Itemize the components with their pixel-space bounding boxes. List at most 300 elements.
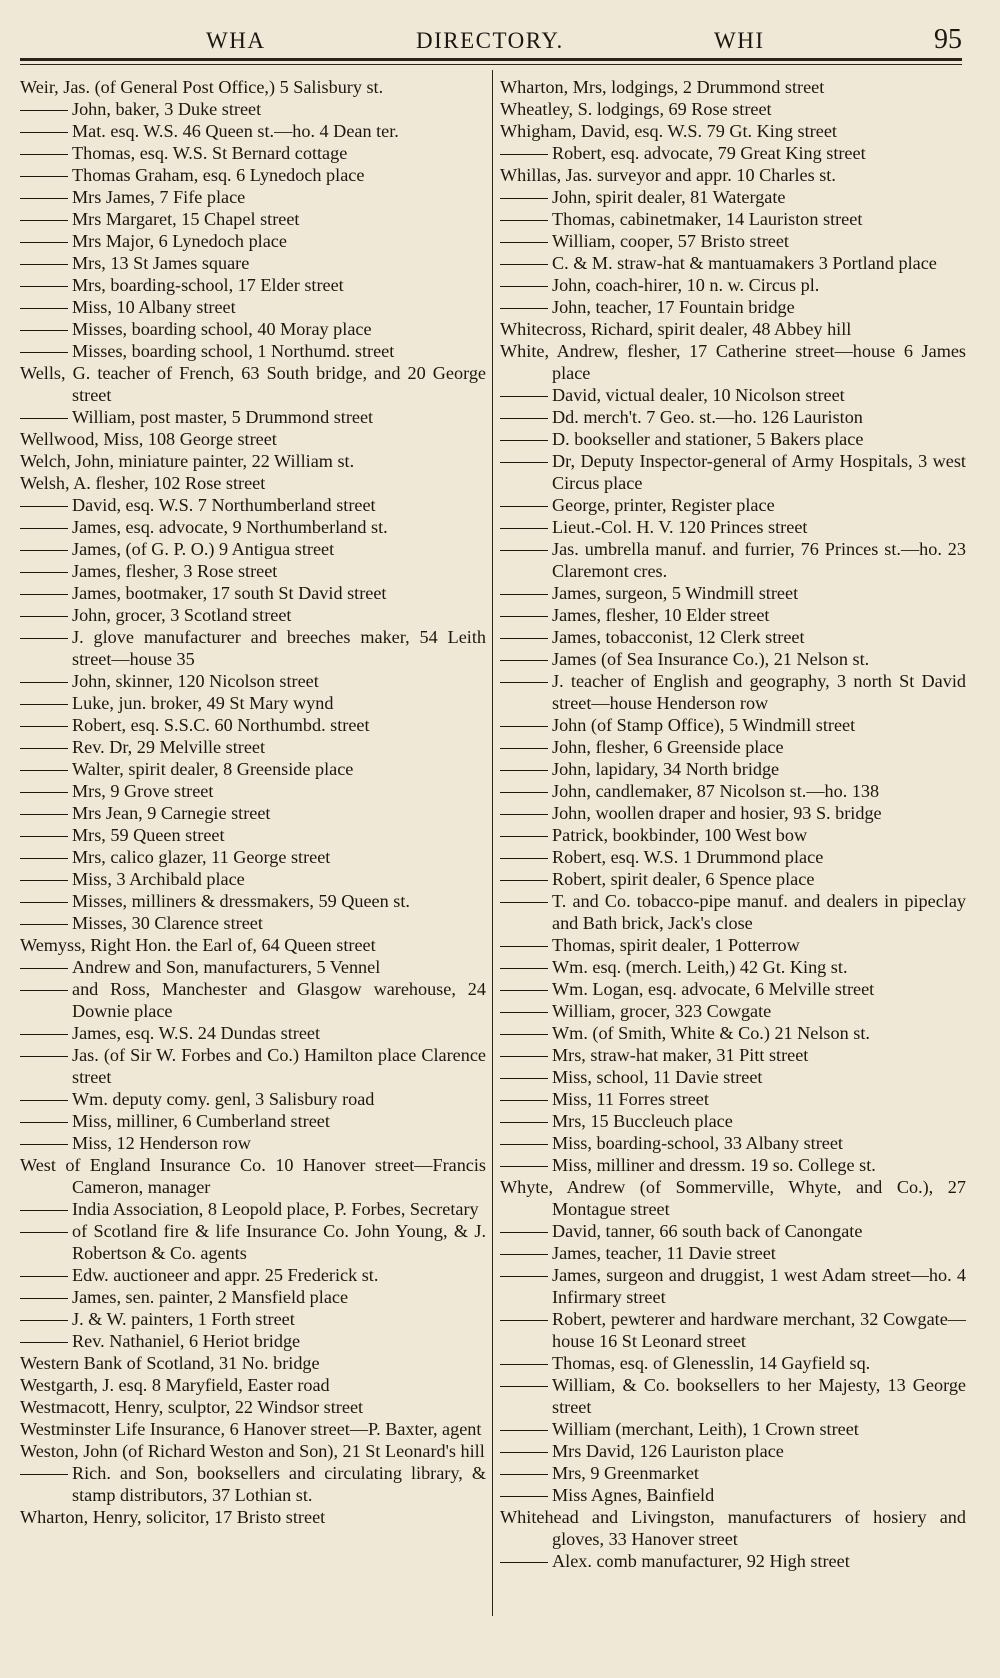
entry-text: Westgarth, J. esq. 8 Maryfield, Easter road (20, 1375, 330, 1395)
entry-text: White, Andrew, flesher, 17 Catherine street—house 6 James place (500, 341, 966, 383)
directory-sub-entry (500, 626, 966, 648)
ditto-dash (500, 814, 548, 815)
directory-sub-entry (20, 186, 486, 208)
ditto-dash (500, 154, 548, 155)
ditto-dash (20, 770, 68, 771)
entry-text: Misses, milliners & dressmakers, 59 Queen st. (72, 891, 410, 911)
directory-sub-entry (500, 846, 966, 868)
ditto-dash (500, 1100, 548, 1101)
ditto-dash (20, 1320, 68, 1321)
entry-text: Wm. Logan, esq. advocate, 6 Melville street (552, 979, 875, 999)
header-rule-thin (20, 64, 962, 65)
ditto-dash (20, 506, 68, 507)
entry-text: Wellwood, Miss, 108 George street (20, 429, 277, 449)
entry-text: Patrick, bookbinder, 100 West bow (552, 825, 808, 845)
directory-sub-entry (500, 406, 966, 428)
entry-text: Mrs James, 7 Fife place (72, 187, 246, 207)
directory-sub-entry (20, 164, 486, 186)
ditto-dash (500, 946, 548, 947)
directory-sub-entry (500, 384, 966, 406)
directory-sub-entry (20, 516, 486, 538)
entry-text: John (of Stamp Office), 5 Windmill street (552, 715, 856, 735)
directory-entry (20, 1440, 486, 1462)
entry-text: Wm. esq. (merch. Leith,) 42 Gt. King st. (552, 957, 848, 977)
ditto-dash (20, 1474, 68, 1475)
column-divider (492, 70, 493, 1616)
directory-sub-entry (20, 626, 486, 670)
directory-entry (20, 1418, 486, 1440)
ditto-dash (500, 198, 548, 199)
directory-sub-entry (500, 890, 966, 934)
ditto-dash (20, 792, 68, 793)
ditto-dash (20, 616, 68, 617)
header-left-guideword: WHA (206, 28, 266, 53)
entry-text: Western Bank of Scotland, 31 No. bridge (20, 1353, 320, 1373)
ditto-dash (20, 286, 68, 287)
ditto-dash (500, 1232, 548, 1233)
directory-sub-entry (20, 142, 486, 164)
directory-sub-entry (20, 846, 486, 868)
ditto-dash (500, 1056, 548, 1057)
directory-sub-entry (500, 1550, 966, 1572)
entry-text: William, & Co. booksellers to her Majesty, 13 George street (552, 1375, 966, 1417)
entry-text: Mrs, 59 Queen street (72, 825, 225, 845)
directory-sub-entry (20, 1330, 486, 1352)
directory-sub-entry (20, 758, 486, 780)
directory-sub-entry (500, 956, 966, 978)
directory-sub-entry (500, 186, 966, 208)
header-title: DIRECTORY. (416, 28, 564, 53)
directory-sub-entry (20, 538, 486, 560)
entry-text: Jas. (of Sir W. Forbes and Co.) Hamilton place Clarence street (72, 1045, 486, 1087)
directory-sub-entry (500, 582, 966, 604)
entry-text: Wells, G. teacher of French, 63 South bridge, and 20 George street (20, 363, 486, 405)
ditto-dash (500, 528, 548, 529)
directory-sub-entry (500, 1418, 966, 1440)
entry-text: Jas. umbrella manuf. and furrier, 76 Princes st.—ho. 23 Claremont cres. (552, 539, 966, 581)
directory-sub-entry (20, 120, 486, 142)
directory-entry (20, 76, 486, 98)
directory-sub-entry (20, 978, 486, 1022)
entry-text: Mrs Major, 6 Lynedoch place (72, 231, 287, 251)
ditto-dash (20, 1144, 68, 1145)
directory-sub-entry (20, 208, 486, 230)
directory-sub-entry (20, 868, 486, 890)
directory-sub-entry (20, 1286, 486, 1308)
entry-text: Walter, spirit dealer, 8 Greenside place (72, 759, 354, 779)
ditto-dash (20, 1276, 68, 1277)
entry-text: Miss, school, 11 Davie street (552, 1067, 763, 1087)
entry-text: Luke, jun. broker, 49 St Mary wynd (72, 693, 334, 713)
entry-text: Thomas, spirit dealer, 1 Potterrow (552, 935, 800, 955)
entry-text: Whigham, David, esq. W.S. 79 Gt. King street (500, 121, 837, 141)
entry-text: Misses, boarding school, 1 Northumd. street (72, 341, 395, 361)
entry-text: John, flesher, 6 Greenside place (552, 737, 784, 757)
ditto-dash (20, 748, 68, 749)
directory-sub-entry (500, 1110, 966, 1132)
directory-sub-entry (20, 1044, 486, 1088)
directory-sub-entry (500, 274, 966, 296)
entry-text: Misses, 30 Clarence street (72, 913, 263, 933)
directory-sub-entry (500, 1264, 966, 1308)
ditto-dash (500, 858, 548, 859)
directory-sub-entry (500, 648, 966, 670)
entry-text: Weston, John (of Richard Weston and Son), 21 St Leonard's hill (20, 1441, 485, 1461)
ditto-dash (500, 968, 548, 969)
ditto-dash (20, 550, 68, 551)
entry-text: Miss, milliner, 6 Cumberland street (72, 1111, 330, 1131)
directory-sub-entry (20, 1088, 486, 1110)
directory-entry (500, 1506, 966, 1550)
directory-sub-entry (500, 1308, 966, 1352)
ditto-dash (20, 682, 68, 683)
entry-text: Miss, 10 Albany street (72, 297, 236, 317)
directory-sub-entry (20, 1198, 486, 1220)
entry-text: J. & W. painters, 1 Forth street (72, 1309, 295, 1329)
ditto-dash (20, 704, 68, 705)
ditto-dash (20, 352, 68, 353)
directory-sub-entry (20, 714, 486, 736)
directory-sub-entry (20, 274, 486, 296)
ditto-dash (500, 1166, 548, 1167)
entry-text: Andrew and Son, manufacturers, 5 Vennel (72, 957, 381, 977)
entry-text: and Ross, Manchester and Glasgow warehouse, 24 Downie place (72, 979, 486, 1021)
entry-text: J. glove manufacturer and breeches maker, 54 Leith street—house 35 (72, 627, 486, 669)
entry-text: Miss Agnes, Bainfield (552, 1485, 715, 1505)
ditto-dash (500, 594, 548, 595)
directory-sub-entry (20, 560, 486, 582)
directory-sub-entry (500, 824, 966, 846)
directory-sub-entry (20, 1220, 486, 1264)
directory-sub-entry (20, 912, 486, 934)
directory-sub-entry (500, 780, 966, 802)
directory-entry (20, 1154, 486, 1198)
directory-sub-entry (500, 252, 966, 274)
directory-sub-entry (500, 934, 966, 956)
entry-text: Wheatley, S. lodgings, 69 Rose street (500, 99, 772, 119)
entry-text: Lieut.-Col. H. V. 120 Princes street (552, 517, 808, 537)
entry-text: James, surgeon and druggist, 1 west Adam street—ho. 4 Infirmary street (552, 1265, 966, 1307)
ditto-dash (500, 616, 548, 617)
entry-text: Whitehead and Livingston, manufacturers of hosiery and gloves, 33 Hanover street (500, 1507, 966, 1549)
directory-entry (500, 76, 966, 98)
ditto-dash (500, 1496, 548, 1497)
directory-entry (20, 428, 486, 450)
directory-sub-entry (20, 890, 486, 912)
ditto-dash (20, 880, 68, 881)
entry-text: Wemyss, Right Hon. the Earl of, 64 Queen street (20, 935, 376, 955)
ditto-dash (500, 1276, 548, 1277)
entry-text: Weir, Jas. (of General Post Office,) 5 Salisbury st. (20, 77, 384, 97)
entry-text: T. and Co. tobacco-pipe manuf. and dealers in pipeclay and Bath brick, Jack's close (552, 891, 966, 933)
right-column (500, 76, 966, 1572)
entry-text: Alex. comb manufacturer, 92 High street (552, 1551, 850, 1571)
entry-text: Robert, pewterer and hardware merchant, 32 Cowgate—house 16 St Leonard street (552, 1309, 966, 1351)
ditto-dash (500, 1430, 548, 1431)
ditto-dash (20, 594, 68, 595)
directory-sub-entry (500, 802, 966, 824)
entry-text: Robert, esq. S.S.C. 60 Northumbd. street (72, 715, 370, 735)
directory-entry (20, 1396, 486, 1418)
directory-sub-entry (500, 450, 966, 494)
ditto-dash (20, 990, 68, 991)
ditto-dash (500, 660, 548, 661)
entry-text: Miss, 12 Henderson row (72, 1133, 251, 1153)
ditto-dash (500, 682, 548, 683)
directory-sub-entry (20, 296, 486, 318)
ditto-dash (20, 242, 68, 243)
entry-text: Whitecross, Richard, spirit dealer, 48 Abbey hill (500, 319, 852, 339)
ditto-dash (500, 748, 548, 749)
entry-text: James, flesher, 3 Rose street (72, 561, 278, 581)
entry-text: James, bootmaker, 17 south St David street (72, 583, 387, 603)
entry-text: William, cooper, 57 Bristo street (552, 231, 789, 251)
directory-sub-entry (500, 1242, 966, 1264)
directory-sub-entry (500, 1440, 966, 1462)
entry-text: David, tanner, 66 south back of Canongate (552, 1221, 863, 1241)
entry-text: James, esq. W.S. 24 Dundas street (72, 1023, 321, 1043)
ditto-dash (20, 220, 68, 221)
directory-sub-entry (500, 758, 966, 780)
directory-sub-entry (20, 780, 486, 802)
page-number: 95 (934, 24, 962, 55)
ditto-dash (500, 1562, 548, 1563)
ditto-dash (500, 1122, 548, 1123)
entry-text: Mrs, straw-hat maker, 31 Pitt street (552, 1045, 809, 1065)
entry-text: Rev. Dr, 29 Melville street (72, 737, 266, 757)
ditto-dash (20, 814, 68, 815)
ditto-dash (20, 308, 68, 309)
entry-text: William, post master, 5 Drummond street (72, 407, 374, 427)
ditto-dash (500, 1452, 548, 1453)
entry-text: Dr, Deputy Inspector-general of Army Hospitals, 3 west Circus place (552, 451, 966, 493)
entry-text: Miss, 11 Forres street (552, 1089, 709, 1109)
entry-text: William, grocer, 323 Cowgate (552, 1001, 772, 1021)
ditto-dash (20, 638, 68, 639)
entry-text: Edw. auctioneer and appr. 25 Frederick st. (72, 1265, 379, 1285)
ditto-dash (20, 726, 68, 727)
directory-sub-entry (500, 1220, 966, 1242)
directory-sub-entry (500, 736, 966, 758)
entry-text: J. teacher of English and geography, 3 north St David street—house Henderson row (552, 671, 966, 713)
directory-entry (20, 934, 486, 956)
directory-entry (20, 1352, 486, 1374)
entry-text: John, woollen draper and hosier, 93 S. bridge (552, 803, 882, 823)
entry-text: Rich. and Son, booksellers and circulating library, & stamp distributors, 37 Lothian st. (72, 1463, 486, 1505)
ditto-dash (20, 572, 68, 573)
directory-sub-entry (20, 1462, 486, 1506)
entry-text: Wm. (of Smith, White & Co.) 21 Nelson st. (552, 1023, 870, 1043)
entry-text: Robert, esq. advocate, 79 Great King street (552, 143, 866, 163)
ditto-dash (20, 1298, 68, 1299)
ditto-dash (20, 154, 68, 155)
directory-entry (500, 98, 966, 120)
directory-sub-entry (500, 1132, 966, 1154)
directory-sub-entry (20, 604, 486, 626)
entry-text: David, victual dealer, 10 Nicolson street (552, 385, 845, 405)
running-header (20, 24, 962, 60)
directory-sub-entry (20, 1132, 486, 1154)
directory-entry (500, 318, 966, 340)
ditto-dash (500, 1034, 548, 1035)
entry-text: John, coach-hirer, 10 n. w. Circus pl. (552, 275, 820, 295)
entry-text: John, skinner, 120 Nicolson street (72, 671, 319, 691)
entry-text: Thomas, esq. of Glenesslin, 14 Gayfield sq. (552, 1353, 871, 1373)
entry-text: David, esq. W.S. 7 Northumberland street (72, 495, 376, 515)
entry-text: James, teacher, 11 Davie street (552, 1243, 776, 1263)
ditto-dash (20, 1342, 68, 1343)
directory-entry (500, 120, 966, 142)
ditto-dash (20, 1056, 68, 1057)
directory-sub-entry (500, 142, 966, 164)
ditto-dash (500, 1254, 548, 1255)
entry-text: Westminster Life Insurance, 6 Hanover street—P. Baxter, agent (20, 1419, 482, 1439)
ditto-dash (500, 242, 548, 243)
ditto-dash (500, 550, 548, 551)
directory-sub-entry (20, 494, 486, 516)
ditto-dash (20, 968, 68, 969)
directory-entry (500, 164, 966, 186)
directory-entry (20, 362, 486, 406)
ditto-dash (20, 924, 68, 925)
entry-text: Misses, boarding school, 40 Moray place (72, 319, 372, 339)
directory-sub-entry (500, 1088, 966, 1110)
ditto-dash (20, 528, 68, 529)
ditto-dash (500, 770, 548, 771)
directory-sub-entry (500, 1352, 966, 1374)
ditto-dash (500, 220, 548, 221)
directory-sub-entry (20, 802, 486, 824)
entry-text: Whillas, Jas. surveyor and appr. 10 Charles st. (500, 165, 836, 185)
entry-text: Mrs Margaret, 15 Chapel street (72, 209, 300, 229)
directory-sub-entry (20, 670, 486, 692)
directory-sub-entry (500, 1484, 966, 1506)
directory-sub-entry (500, 1374, 966, 1418)
directory-sub-entry (500, 1066, 966, 1088)
ditto-dash (500, 1364, 548, 1365)
entry-text: George, printer, Register place (552, 495, 775, 515)
ditto-dash (500, 440, 548, 441)
directory-entry (20, 1506, 486, 1528)
ditto-dash (20, 132, 68, 133)
ditto-dash (500, 1474, 548, 1475)
directory-sub-entry (500, 714, 966, 736)
entry-text: Mat. esq. W.S. 46 Queen st.—ho. 4 Dean ter. (72, 121, 399, 141)
directory-sub-entry (20, 582, 486, 604)
ditto-dash (500, 1012, 548, 1013)
directory-entry (500, 1176, 966, 1220)
ditto-dash (500, 1144, 548, 1145)
ditto-dash (20, 198, 68, 199)
directory-sub-entry (20, 1022, 486, 1044)
entry-text: Mrs, boarding-school, 17 Elder street (72, 275, 344, 295)
ditto-dash (500, 638, 548, 639)
directory-sub-entry (20, 318, 486, 340)
directory-sub-entry (20, 1110, 486, 1132)
entry-text: Mrs, 9 Grove street (72, 781, 214, 801)
ditto-dash (500, 1320, 548, 1321)
directory-sub-entry (500, 230, 966, 252)
entry-text: John, candlemaker, 87 Nicolson st.—ho. 138 (552, 781, 880, 801)
entry-text: Miss, boarding-school, 33 Albany street (552, 1133, 843, 1153)
entry-text: Wm. deputy comy. genl, 3 Salisbury road (72, 1089, 375, 1109)
directory-sub-entry (500, 978, 966, 1000)
directory-sub-entry (500, 1044, 966, 1066)
directory-sub-entry (500, 516, 966, 538)
ditto-dash (500, 264, 548, 265)
entry-text: John, grocer, 3 Scotland street (72, 605, 292, 625)
directory-sub-entry (20, 1264, 486, 1286)
ditto-dash (20, 1232, 68, 1233)
entry-text: India Association, 8 Leopold place, P. Forbes, Secretary (72, 1199, 479, 1219)
ditto-dash (20, 836, 68, 837)
ditto-dash (20, 1100, 68, 1101)
directory-sub-entry (500, 1462, 966, 1484)
header-rule-thick (20, 58, 962, 61)
directory-sub-entry (500, 670, 966, 714)
entry-text: John, spirit dealer, 81 Watergate (552, 187, 786, 207)
entry-text: James (of Sea Insurance Co.), 21 Nelson st. (552, 649, 870, 669)
directory-sub-entry (20, 956, 486, 978)
directory-sub-entry (20, 340, 486, 362)
entry-text: Miss, milliner and dressm. 19 so. College st. (552, 1155, 876, 1175)
ditto-dash (500, 990, 548, 991)
directory-sub-entry (20, 736, 486, 758)
directory-entry (20, 472, 486, 494)
entry-text: Welch, John, miniature painter, 22 William st. (20, 451, 355, 471)
entry-text: Welsh, A. flesher, 102 Rose street (20, 473, 266, 493)
entry-text: Thomas Graham, esq. 6 Lynedoch place (72, 165, 365, 185)
entry-text: John, baker, 3 Duke street (72, 99, 262, 119)
ditto-dash (20, 1210, 68, 1211)
entry-text: Dd. merch't. 7 Geo. st.—ho. 126 Lauriston (552, 407, 863, 427)
entry-text: James, tobacconist, 12 Clerk street (552, 627, 805, 647)
header-right-guideword: WHI (714, 28, 765, 53)
ditto-dash (20, 330, 68, 331)
directory-sub-entry (500, 494, 966, 516)
directory-sub-entry (500, 1022, 966, 1044)
ditto-dash (500, 308, 548, 309)
ditto-dash (20, 858, 68, 859)
directory-sub-entry (20, 230, 486, 252)
ditto-dash (20, 176, 68, 177)
entry-text: Rev. Nathaniel, 6 Heriot bridge (72, 1331, 301, 1351)
entry-text: Robert, spirit dealer, 6 Spence place (552, 869, 815, 889)
ditto-dash (20, 902, 68, 903)
directory-sub-entry (20, 1308, 486, 1330)
ditto-dash (20, 1122, 68, 1123)
ditto-dash (500, 1078, 548, 1079)
directory-entry (20, 450, 486, 472)
entry-text: Mrs David, 126 Lauriston place (552, 1441, 784, 1461)
ditto-dash (500, 1386, 548, 1387)
entry-text: Mrs, 13 St James square (72, 253, 250, 273)
directory-sub-entry (500, 1154, 966, 1176)
ditto-dash (500, 792, 548, 793)
directory-entry (20, 1374, 486, 1396)
entry-text: Mrs, 15 Buccleuch place (552, 1111, 733, 1131)
entry-text: Mrs, 9 Greenmarket (552, 1463, 699, 1483)
ditto-dash (500, 726, 548, 727)
ditto-dash (500, 286, 548, 287)
entry-text: Westmacott, Henry, sculptor, 22 Windsor street (20, 1397, 364, 1417)
directory-entry (500, 340, 966, 384)
entry-text: John, lapidary, 34 North bridge (552, 759, 780, 779)
left-column (20, 76, 486, 1528)
ditto-dash (500, 902, 548, 903)
entry-text: William (merchant, Leith), 1 Crown street (552, 1419, 859, 1439)
ditto-dash (20, 264, 68, 265)
